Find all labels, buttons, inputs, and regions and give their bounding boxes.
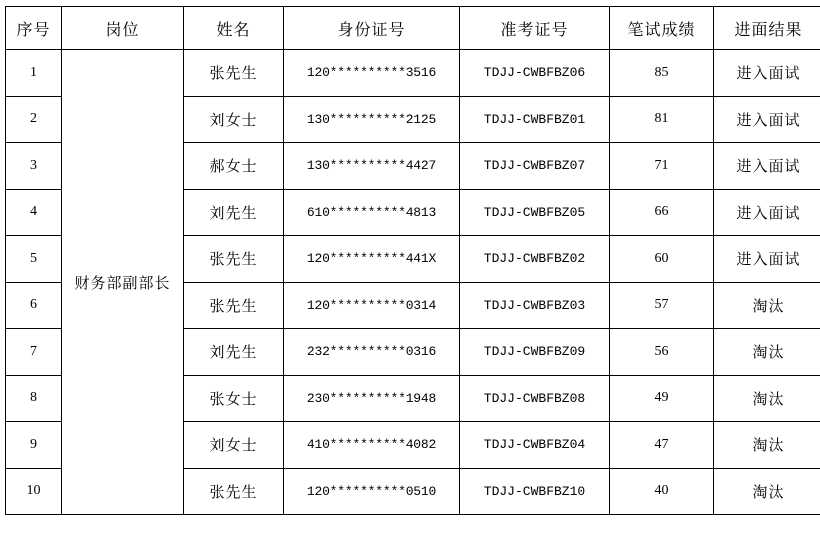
cell-score: 66 bbox=[610, 189, 714, 236]
cell-seq: 4 bbox=[6, 189, 62, 236]
cell-seq: 3 bbox=[6, 143, 62, 190]
cell-name: 张先生 bbox=[184, 468, 284, 515]
cell-score: 85 bbox=[610, 50, 714, 97]
cell-seq: 1 bbox=[6, 50, 62, 97]
cell-id: 232**********0316 bbox=[284, 329, 460, 376]
column-header-ticket: 准考证号 bbox=[460, 7, 610, 50]
cell-score: 57 bbox=[610, 282, 714, 329]
cell-post: 财务部副部长 bbox=[62, 50, 184, 515]
cell-result: 进入面试 bbox=[714, 189, 820, 236]
cell-result: 进入面试 bbox=[714, 143, 820, 190]
cell-name: 刘先生 bbox=[184, 189, 284, 236]
cell-result: 淘汰 bbox=[714, 422, 820, 469]
column-header-score: 笔试成绩 bbox=[610, 7, 714, 50]
cell-ticket: TDJJ-CWBFBZ04 bbox=[460, 422, 610, 469]
cell-score: 81 bbox=[610, 96, 714, 143]
cell-score: 40 bbox=[610, 468, 714, 515]
table-header-row bbox=[6, 7, 820, 50]
cell-ticket: TDJJ-CWBFBZ02 bbox=[460, 236, 610, 283]
cell-id: 120**********441X bbox=[284, 236, 460, 283]
cell-result: 淘汰 bbox=[714, 375, 820, 422]
cell-name: 张女士 bbox=[184, 375, 284, 422]
cell-seq: 5 bbox=[6, 236, 62, 283]
cell-ticket: TDJJ-CWBFBZ03 bbox=[460, 282, 610, 329]
cell-ticket: TDJJ-CWBFBZ07 bbox=[460, 143, 610, 190]
column-header-result: 进面结果 bbox=[714, 7, 820, 50]
table-row bbox=[6, 50, 820, 97]
table-body bbox=[6, 50, 820, 515]
cell-id: 130**********2125 bbox=[284, 96, 460, 143]
cell-name: 张先生 bbox=[184, 282, 284, 329]
column-header-post: 岗位 bbox=[62, 7, 184, 50]
cell-name: 刘女士 bbox=[184, 422, 284, 469]
cell-ticket: TDJJ-CWBFBZ09 bbox=[460, 329, 610, 376]
cell-seq: 8 bbox=[6, 375, 62, 422]
cell-name: 郝女士 bbox=[184, 143, 284, 190]
column-header-seq: 序号 bbox=[6, 7, 62, 50]
cell-name: 刘先生 bbox=[184, 329, 284, 376]
cell-ticket: TDJJ-CWBFBZ01 bbox=[460, 96, 610, 143]
cell-seq: 10 bbox=[6, 468, 62, 515]
cell-ticket: TDJJ-CWBFBZ08 bbox=[460, 375, 610, 422]
cell-id: 410**********4082 bbox=[284, 422, 460, 469]
cell-ticket: TDJJ-CWBFBZ10 bbox=[460, 468, 610, 515]
cell-score: 49 bbox=[610, 375, 714, 422]
cell-score: 71 bbox=[610, 143, 714, 190]
cell-seq: 2 bbox=[6, 96, 62, 143]
column-header-id: 身份证号 bbox=[284, 7, 460, 50]
cell-id: 120**********0314 bbox=[284, 282, 460, 329]
cell-seq: 9 bbox=[6, 422, 62, 469]
cell-id: 610**********4813 bbox=[284, 189, 460, 236]
cell-id: 130**********4427 bbox=[284, 143, 460, 190]
cell-score: 47 bbox=[610, 422, 714, 469]
cell-result: 进入面试 bbox=[714, 96, 820, 143]
column-header-name: 姓名 bbox=[184, 7, 284, 50]
cell-ticket: TDJJ-CWBFBZ06 bbox=[460, 50, 610, 97]
cell-score: 56 bbox=[610, 329, 714, 376]
cell-score: 60 bbox=[610, 236, 714, 283]
cell-id: 120**********3516 bbox=[284, 50, 460, 97]
cell-name: 张先生 bbox=[184, 50, 284, 97]
cell-id: 120**********0510 bbox=[284, 468, 460, 515]
cell-ticket: TDJJ-CWBFBZ05 bbox=[460, 189, 610, 236]
cell-result: 进入面试 bbox=[714, 50, 820, 97]
cell-seq: 6 bbox=[6, 282, 62, 329]
cell-seq: 7 bbox=[6, 329, 62, 376]
cell-name: 张先生 bbox=[184, 236, 284, 283]
exam-results-table bbox=[5, 6, 820, 515]
cell-result: 进入面试 bbox=[714, 236, 820, 283]
cell-result: 淘汰 bbox=[714, 329, 820, 376]
cell-result: 淘汰 bbox=[714, 282, 820, 329]
cell-id: 230**********1948 bbox=[284, 375, 460, 422]
cell-name: 刘女士 bbox=[184, 96, 284, 143]
cell-result: 淘汰 bbox=[714, 468, 820, 515]
